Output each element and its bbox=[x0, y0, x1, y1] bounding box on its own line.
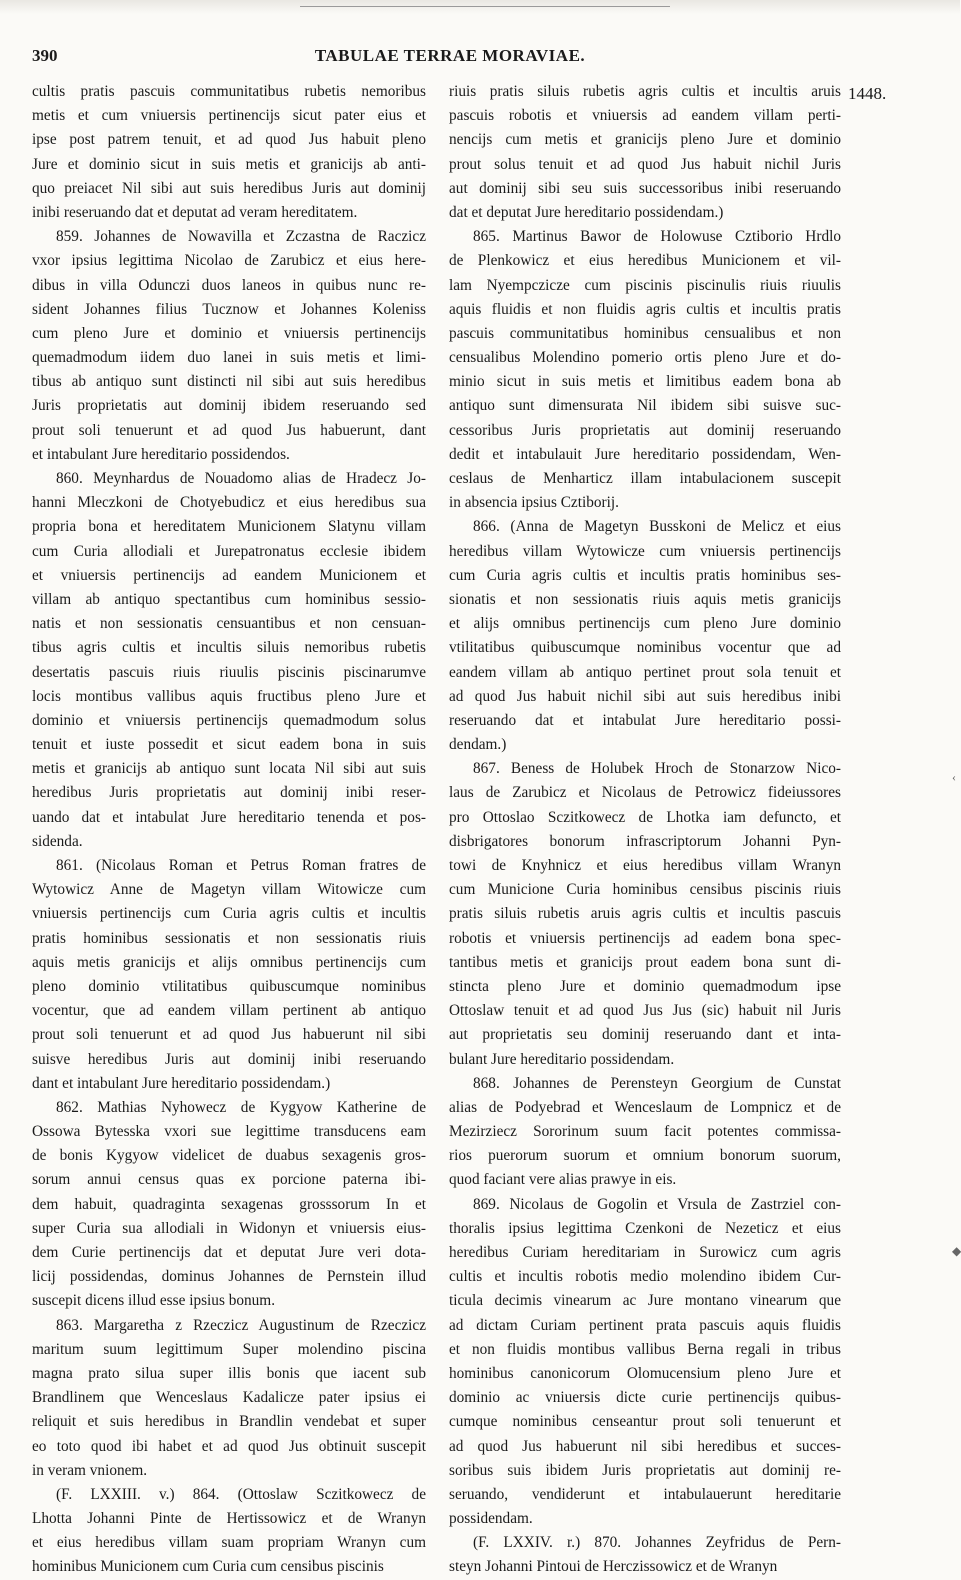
text-line: heredibus Curiam hereditariam in Surowicz cum agris bbox=[449, 1244, 841, 1261]
text-line: heredibus villam Wytowicze cum vniuersis pertinencijs bbox=[449, 542, 841, 560]
text-line: laus de Zarubicz et Nicolaus de Petrowicz fideiussores bbox=[449, 784, 841, 802]
text-line: thoralis ipsius legittima Czenkoni de Nezeticz et eius bbox=[449, 1219, 841, 1237]
text-line: 868. Johannes de Perensteyn Georgium de Cunstat bbox=[473, 1074, 841, 1092]
text-line: cultis pratis pascuis communitatibus rubetis nemoribus bbox=[32, 83, 426, 100]
text-line: 869. Nicolaus de Gogolin et Vrsula de Zastrziel con- bbox=[473, 1195, 841, 1213]
left-column bbox=[32, 80, 426, 1580]
text-line: 859. Johannes de Nowavilla et Zczastna de Raczicz bbox=[56, 228, 426, 246]
text-line: magna prato silua super illis bonis que iacent sub bbox=[32, 1364, 426, 1382]
text-line: aut proprietatis seu dominij reseruando dant et inta- bbox=[449, 1026, 841, 1044]
text-line: uando dat et intabulat Jure hereditario tenenda et pos- bbox=[32, 808, 426, 826]
text-line: dominio ac vniuersis dicte curie pertinencijs quibus- bbox=[449, 1389, 841, 1407]
text-line: minio sicut in suis metis et limitibus eadem bona ab bbox=[449, 373, 841, 391]
text-line: cultis et incultis robotis medio molendino ibidem Cur- bbox=[449, 1268, 841, 1286]
text-line: robotis et vniuersis pertinencijs ad eadem bona spec- bbox=[449, 929, 841, 947]
text-line: dant et intabulant Jure hereditario possidendam.) bbox=[32, 1074, 331, 1092]
text-line: metis et cum vniuersis pertinencijs sicut pater eius et bbox=[32, 107, 426, 125]
margin-year: 1448. bbox=[848, 84, 887, 103]
text-line: pascuis robotis et vniuersis ad eandem villam perti- bbox=[449, 107, 841, 125]
text-line: Brandlinem que Wenceslaus Kadalicze pater ipsius ei bbox=[32, 1389, 426, 1407]
margin-mark: ‹ bbox=[952, 770, 956, 784]
text-line: dominio et vniuersis pertinencijs quemadmodum solus bbox=[32, 711, 426, 729]
text-line: vtilitatibus quibuscumque nominibus vocentur que ad bbox=[449, 639, 841, 657]
text-line: dedit et intabulauit Jure hereditario possidendam, Wen- bbox=[449, 445, 841, 463]
text-line: ceslaus de Menharticz illam intabulacionem suscepit bbox=[449, 470, 841, 487]
text-line: Wytowicz Anne de Magetyn villam Witowicze cum bbox=[32, 881, 426, 899]
text-line: ticula decimis vinearum ac Jure montano vinearum que bbox=[449, 1292, 841, 1310]
text-line: Ottoslaw tenuit et ad quod Jus Jus (sic) habuit nil Juris bbox=[449, 1002, 841, 1020]
text-line: inibi reseruando dat et deputat ad veram hereditatem. bbox=[32, 203, 358, 221]
text-line: reliquit et suis heredibus in Brandlin vendebat et super bbox=[32, 1413, 426, 1431]
text-line: sionatis et non sessionatis riuis aquis metis granicijs bbox=[449, 590, 841, 608]
text-line: towi de Knyhnicz et eius heredibus villam Wranyn bbox=[449, 857, 841, 874]
text-line: hominibus Municionem cum Curia cum censibus piscinis bbox=[32, 1558, 384, 1576]
text-line: hanni Mleczkoni de Chotyebudicz et eius heredibus sua bbox=[32, 494, 426, 512]
text-line: ad quod Jus habuerunt nil sibi heredibus et succes- bbox=[449, 1437, 841, 1455]
text-line: 862. Mathias Nyhowecz de Kygyow Katherine de bbox=[56, 1098, 426, 1116]
text-line: cum pleno Jure et dominio et vniuersis pertinencijs bbox=[32, 324, 426, 342]
text-line: pleno dominio vtilitatibus quibuscumque nominibus bbox=[32, 977, 426, 995]
text-line: pro Ottoslao Sczitkowecz de Lhotka iam defuncto, et bbox=[449, 808, 841, 826]
text-line: seruando, vendiderunt et intabulauerunt hereditarie bbox=[449, 1485, 841, 1503]
text-line: hominibus canonicorum Olomucensium pleno Jure et bbox=[449, 1364, 841, 1382]
text-line: disbrigatores bonorum infrascriptorum Johanni Pyn- bbox=[449, 832, 841, 850]
text-line: quod faciant vere alias prawye in eis. bbox=[449, 1171, 677, 1189]
text-line: Mezirziecz Sororinum suum facit potentes commissa- bbox=[449, 1123, 841, 1141]
text-line: sidenda. bbox=[32, 832, 83, 850]
text-line: Juris proprietatis aut dominij ibidem reseruando sed bbox=[32, 397, 426, 415]
text-line: licij possidendas, dominus Johannes de Pernstein illud bbox=[32, 1268, 426, 1286]
text-line: in absencia ipsius Cztiborij. bbox=[449, 494, 619, 512]
text-line: propria bona et hereditatem Municionem Slatynu villam bbox=[32, 518, 426, 536]
text-line: prout soli tenuerunt et ad quod Jus habuerunt nil sibi bbox=[32, 1026, 426, 1044]
text-line: villam ab antiquo spectantibus cum hominibus sessio- bbox=[32, 590, 426, 608]
text-line: dat et deputat Jure hereditario possidendam.) bbox=[449, 203, 724, 221]
text-line: dem habuit, quadraginta sexagenas grosssorum In et bbox=[32, 1195, 426, 1213]
scan-edge bbox=[0, 0, 960, 14]
text-line: nencijs cum metis et granicijs pleno Jure et dominio bbox=[449, 131, 841, 149]
text-line: et vniuersis pertinencijs ad eandem Municionem et bbox=[32, 566, 426, 584]
text-line: antiquo sunt dimensurata Nil ibidem sibi suisve suc- bbox=[449, 397, 841, 415]
text-line: dendam.) bbox=[449, 736, 507, 754]
text-line: aquis metis granicijs et alijs omnibus pertinencijs cum bbox=[32, 953, 426, 971]
text-line: prout soli tenuerunt et ad quod Jus habuerunt, dant bbox=[32, 421, 426, 439]
text-line: 863. Margaretha z Rzeczicz Augustinum de Rzeczicz bbox=[56, 1316, 426, 1334]
text-line: dem Curie pertinencijs dat et deputat Jure veri dota- bbox=[32, 1244, 426, 1261]
text-line: possidendam. bbox=[449, 1510, 533, 1528]
text-line: censualibus Molendino pomerio ortis pleno Jure et do- bbox=[449, 349, 841, 367]
running-title: TABULAE TERRAE MORAVIAE. bbox=[314, 46, 586, 65]
text-line: in veram vnionem. bbox=[32, 1461, 148, 1479]
text-line: suisve heredibus Juris aut dominij inibi reseruando bbox=[32, 1050, 426, 1068]
text-line: sorum annui census quas ex porcione paterna ibi- bbox=[32, 1171, 426, 1189]
text-line: metis et granicijs ab antiquo sunt locata Nil sibi aut suis bbox=[32, 760, 426, 778]
margin-mark: ◆ bbox=[952, 1244, 961, 1258]
text-line: cumque nominibus censeantur prout soli tenuerunt et bbox=[449, 1413, 841, 1431]
page-header bbox=[0, 46, 960, 70]
text-line: soribus suis ibidem Juris proprietatis aut dominij re- bbox=[449, 1461, 841, 1479]
text-line: ad dictam Curiam pertinent prata pascuis aquis fluidis bbox=[449, 1316, 841, 1334]
text-line: tantibus metis et granicijs prout eadem bona sunt di- bbox=[449, 953, 841, 971]
text-line: rios puerorum suorum et omnium bonorum suorum, bbox=[449, 1147, 841, 1165]
text-line: quo preiacet Nil sibi aut suis heredibus Juris aut dominij bbox=[32, 179, 426, 197]
text-line: pratis hominibus sessionatis et non sessionatis riuis bbox=[32, 929, 426, 947]
text-line: maritum suum legittimum Super molendino piscina bbox=[32, 1340, 426, 1358]
text-line: 867. Beness de Holubek Hroch de Stonarzow Nico- bbox=[473, 760, 841, 778]
text-line: eandem villam ab antiquo pertinet prout sola tenuit et bbox=[449, 663, 841, 681]
text-line: et non fluidis montibus vallibus Berna regali in tribus bbox=[449, 1340, 841, 1358]
text-line: prout solus tenuit et ad quod Jus habuit nichil Juris bbox=[449, 155, 841, 173]
text-line: lam Nyempczicze cum piscinis piscinulis riuis riuulis bbox=[449, 276, 841, 294]
text-line: 866. (Anna de Magetyn Busskoni de Melicz et eius bbox=[473, 518, 841, 536]
text-line: aut dominij sibi seu suis successoribus inibi reseruando bbox=[449, 179, 841, 197]
text-line: pratis siluis rubetis aruis agris cultis et incultis pascuis bbox=[449, 905, 841, 923]
text-line: ad quod Jus habuit nichil sibi aut suis heredibus inibi bbox=[449, 687, 841, 705]
text-line: eo toto quod ibi habet et ad quod Jus obtinuit suscepit bbox=[32, 1437, 426, 1455]
text-line: heredibus Juris proprietatis aut dominij inibi reser- bbox=[32, 784, 426, 802]
text-line: 860. Meynhardus de Nouadomo alias de Hradecz Jo- bbox=[56, 470, 426, 487]
text-line: Ossowa Bytesska vxori sue legittime transducens eam bbox=[32, 1123, 426, 1141]
text-line: vocentur, que ad eandem villam pertinent ab antiquo bbox=[32, 1002, 426, 1020]
text-line: cum Curia allodiali et Jurepatronatus ecclesie ibidem bbox=[32, 542, 426, 560]
right-column bbox=[449, 80, 841, 1580]
text-line: de bonis Kygyow videlicet de duabus sexagenis gros- bbox=[32, 1147, 426, 1165]
text-line: steyn Johanni Pintoui de Herczissowicz et de Wranyn bbox=[449, 1558, 778, 1576]
text-line: alias de Podyebrad et Wenceslaum de Lompnicz et de bbox=[449, 1098, 841, 1116]
text-line: tibus ab antiquo sunt distincti nil sibi aut suis heredibus bbox=[32, 373, 426, 391]
text-line: super Curia sua allodiali in Widonyn et vniuersis eius- bbox=[32, 1219, 426, 1237]
text-line: (F. LXXIV. r.) 870. Johannes Zeyfridus de Pern- bbox=[473, 1534, 841, 1552]
text-line: stincta pleno Jure et dominio quemadmodum ipse bbox=[449, 977, 841, 995]
text-line: bulant Jure hereditario possidendam. bbox=[449, 1050, 675, 1068]
text-line: quemadmodum iidem duo lanei in suis metis et limi- bbox=[32, 349, 426, 367]
text-line: locis montibus vallibus aquis fructibus pleno Jure et bbox=[32, 687, 426, 705]
text-line: pascuis communitatibus hominibus censualibus et non bbox=[449, 324, 841, 342]
text-line: ipse post patrem tenuit, et ad quod Jus habuit pleno bbox=[32, 131, 426, 149]
text-line: Lhotta Johanni Pinte de Hertissowicz et de Wranyn bbox=[32, 1510, 426, 1528]
text-line: cessoribus Juris proprietatis aut dominij reseruando bbox=[449, 421, 841, 439]
text-line: de Plenkowicz et eius heredibus Municionem et vil- bbox=[449, 252, 841, 270]
text-line: natis et non sessionatis censuantibus et non censuan- bbox=[32, 615, 426, 633]
text-line: tibus agris cultis et incultis siluis nemoribus rubetis bbox=[32, 639, 426, 657]
text-line: Jure et dominio sicut in suis metis et granicijs ab anti- bbox=[32, 155, 426, 173]
text-line: desertatis pascuis riuis riuulis piscinis piscinarumve bbox=[32, 663, 426, 681]
page-number: 390 bbox=[32, 46, 58, 65]
text-line: cum Curia agris cultis et incultis pratis hominibus ses- bbox=[449, 566, 841, 584]
text-line: 865. Martinus Bawor de Holowuse Cztiborio Hrdlo bbox=[473, 228, 841, 246]
text-line: vxor ipsius legittima Nicolao de Zarubicz et eius here- bbox=[32, 252, 426, 270]
text-line: cum Municione Curia hominibus censibus piscinis riuis bbox=[449, 881, 841, 899]
text-line: (F. LXXIII. v.) 864. (Ottoslaw Sczitkowecz de bbox=[56, 1485, 426, 1503]
text-line: et alijs omnibus pertinencijs cum pleno Jure dominio bbox=[449, 615, 841, 633]
text-line: suscepit dicens illud esse ipsius bonum. bbox=[32, 1292, 276, 1310]
text-line: reseruando dat et intabulat Jure hereditario possi- bbox=[449, 711, 841, 729]
text-line: sident Johannes filius Tucznow et Johannes Koleniss bbox=[32, 300, 426, 318]
text-line: tenuit et iuste possedit et sicut eadem bona in suis bbox=[32, 736, 426, 754]
text-line: 861. (Nicolaus Roman et Petrus Roman fratres de bbox=[56, 857, 426, 874]
text-line: dibus in villa Odunczi duos laneos in quibus nunc re- bbox=[32, 276, 426, 294]
text-line: vniuersis pertinencijs cum Curia agris cultis et incultis bbox=[32, 905, 426, 923]
text-line: aquis fluidis et non fluidis agris cultis et incultis pratis bbox=[449, 300, 841, 318]
top-rule bbox=[300, 6, 670, 7]
text-line: et intabulant Jure hereditario possidendos. bbox=[32, 445, 290, 463]
text-line: riuis pratis siluis rubetis agris cultis et incultis aruis bbox=[449, 83, 841, 100]
text-line: et eius heredibus villam suam propriam Wranyn cum bbox=[32, 1534, 426, 1552]
